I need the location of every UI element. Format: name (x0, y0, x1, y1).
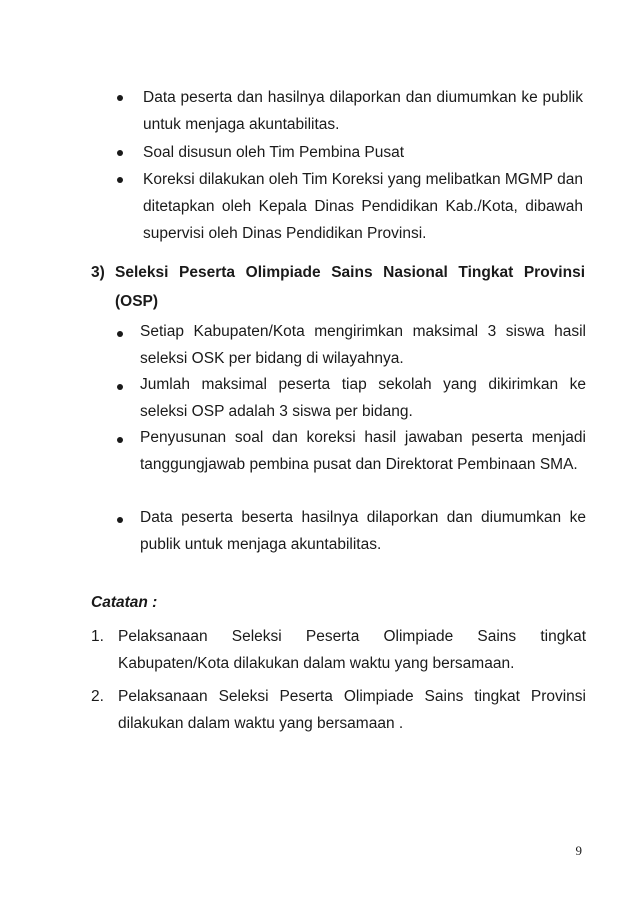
bullet-icon (117, 517, 123, 523)
bullet-icon (117, 95, 123, 101)
bullet-icon (117, 150, 123, 156)
bullet-icon (117, 384, 123, 390)
section-heading: Seleksi Peserta Olimpiade Sains Nasional Tingkat Provinsi (OSP) (115, 264, 585, 310)
note-text: Pelaksanaan Seleksi Peserta Olimpiade Sains tingkat Provinsi dilakukan dalam waktu yang bersamaan . (118, 688, 586, 732)
bullet-text: Data peserta dan hasilnya dilaporkan dan diumumkan ke publik untuk menjaga akuntabilitas. (143, 89, 583, 133)
bullet-icon (117, 177, 123, 183)
bullet-icon (117, 437, 123, 443)
bullet-text: Soal disusun oleh Tim Pembina Pusat (143, 144, 405, 161)
bullet-text: Setiap Kabupaten/Kota mengirimkan maksimal 3 siswa hasil seleksi OSK per bidang di wilayahnya. (140, 323, 586, 367)
note-number: 1. (91, 628, 104, 645)
bullet-text: Koreksi dilakukan oleh Tim Koreksi yang melibatkan MGMP dan ditetapkan oleh Kepala Dinas Pendidikan Kab./Kota, dibawah supervisi oleh Dinas Pendidikan Provinsi. (143, 171, 583, 242)
bullet-text: Jumlah maksimal peserta tiap sekolah yang dikirimkan ke seleksi OSP adalah 3 siswa per bidang. (140, 376, 586, 420)
note-text: Pelaksanaan Seleksi Peserta Olimpiade Sains tingkat Kabupaten/Kota dilakukan dalam waktu yang bersamaan. (118, 628, 586, 672)
bullet-text: Penyusunan soal dan koreksi hasil jawaban peserta menjadi tanggungjawab pembina pusat dan Direktorat Pembinaan SMA. (140, 429, 586, 473)
page-number: 9 (575, 843, 582, 858)
section-number: 3) (91, 264, 105, 281)
notes-title: Catatan : (91, 594, 158, 611)
bullet-text: Data peserta beserta hasilnya dilaporkan dan diumumkan ke publik untuk menjaga akuntabilitas. (140, 509, 586, 553)
bullet-icon (117, 331, 123, 337)
note-number: 2. (91, 688, 104, 705)
